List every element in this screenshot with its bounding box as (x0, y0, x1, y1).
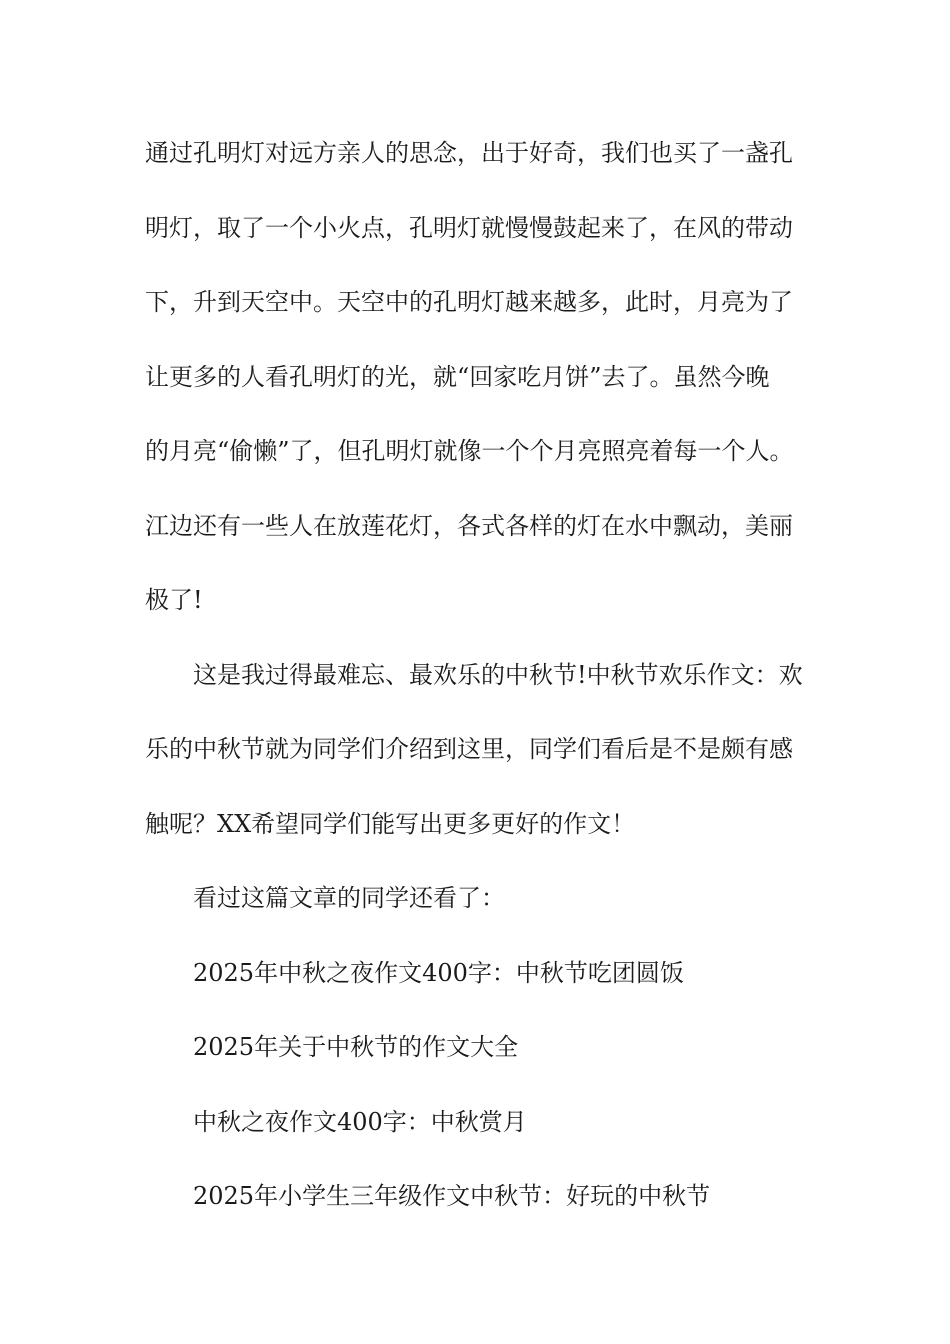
related-heading: 看过这篇文章的同学还看了： (193, 884, 505, 912)
paragraph-line: 通过孔明灯对远方亲人的思念，出于好奇，我们也买了一盏孔 (145, 139, 793, 167)
paragraph-line: 让更多的人看孔明灯的光，就“回家吃月饼”去了。虽然今晚 (145, 362, 770, 391)
paragraph-line: 江边还有一些人在放莲花灯，各式各样的灯在水中飘动，美丽 (145, 511, 793, 540)
related-link[interactable]: 2025年小学生三年级作文中秋节：好玩的中秋节 (193, 1182, 711, 1210)
paragraph-line: 极了! (145, 586, 203, 614)
related-link[interactable]: 中秋之夜作文400字：中秋赏月 (193, 1107, 527, 1136)
paragraph-line: 的月亮“偷懒”了，但孔明灯就像一个个月亮照亮着每一个人。 (145, 437, 794, 465)
paragraph-line: 触呢？XX希望同学们能写出更多更好的作文！ (145, 809, 636, 838)
related-link[interactable]: 2025年关于中秋节的作文大全 (193, 1033, 519, 1061)
paragraph-line: 下，升到天空中。天空中的孔明灯越来越多，此时，月亮为了 (145, 288, 793, 316)
paragraph-line: 明灯，取了一个小火点，孔明灯就慢慢鼓起来了，在风的带动 (145, 213, 793, 242)
related-link[interactable]: 2025年中秋之夜作文400字：中秋节吃团圆饭 (193, 958, 684, 987)
paragraph-line: 这是我过得最难忘、最欢乐的中秋节!中秋节欢乐作文：欢 (193, 660, 803, 689)
paragraph-line: 乐的中秋节就为同学们介绍到这里，同学们看后是不是颇有感 (145, 735, 793, 763)
document-body (145, 133, 825, 1251)
